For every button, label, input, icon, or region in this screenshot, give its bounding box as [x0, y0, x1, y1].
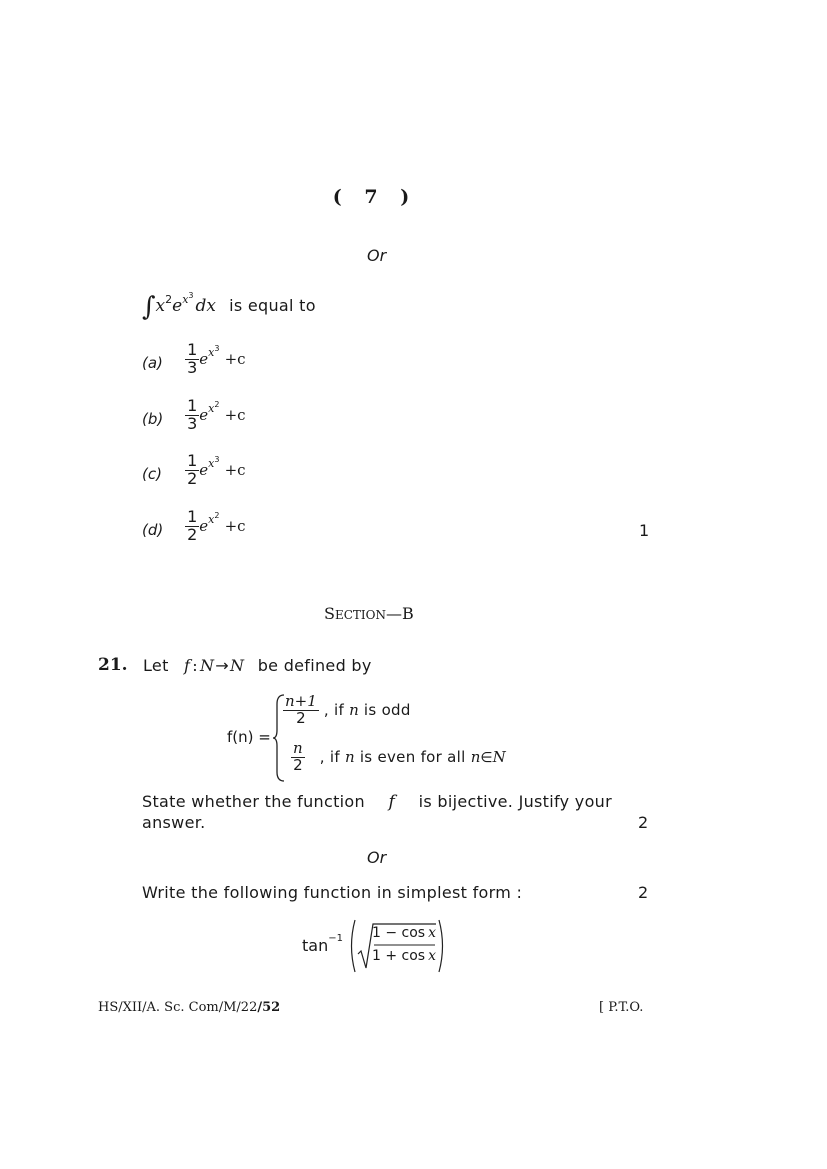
- option-d-fraction: [185, 509, 199, 544]
- option-c-fraction: [185, 453, 199, 488]
- case-2-cond: , if: [319, 747, 340, 766]
- integral-exp-exp: 3: [188, 291, 194, 300]
- footer-code-prefix: HS/XII/A. Sc. Com/M/22: [98, 1000, 258, 1015]
- state-line-1: [142, 792, 612, 812]
- case-1-cond: , if: [323, 700, 345, 719]
- section-b-dash: —B: [386, 604, 414, 623]
- option-d: [142, 509, 246, 544]
- or-label-2: Or: [367, 848, 387, 867]
- q21-colon: :: [192, 656, 198, 675]
- option-d-den: 2: [187, 524, 198, 544]
- case-2-rest: is even for all: [359, 747, 466, 766]
- footer-pto: [ P.T.O.: [599, 1000, 644, 1015]
- option-a-exp-exp: 3: [214, 343, 220, 353]
- state-b: is bijective. Justify your: [418, 792, 612, 811]
- case-2-fraction: [291, 741, 305, 774]
- q21-marks: 2: [638, 813, 649, 832]
- question-21-number: 21.: [98, 655, 128, 675]
- state-a: State whether the function: [142, 792, 365, 811]
- option-d-num: 1: [187, 507, 198, 526]
- option-a-tail: +c: [224, 349, 246, 368]
- alt-marks: 2: [638, 883, 649, 902]
- option-a-den: 3: [187, 357, 198, 377]
- integral-exp1: 2: [165, 293, 173, 306]
- case-1-num: n+1: [285, 692, 317, 710]
- question-21-intro: [143, 656, 372, 675]
- section-b-small: ECTION: [334, 608, 386, 622]
- case-2-num: n: [293, 739, 303, 757]
- section-b-title: [324, 604, 414, 623]
- tan-inverse-expression: [302, 920, 343, 972]
- integral-sign: ∫: [142, 292, 156, 322]
- option-d-label: (d): [142, 520, 164, 539]
- integral-e: e: [172, 296, 183, 316]
- footer-code-suffix: /52: [257, 1000, 281, 1015]
- or-label-1: Or: [367, 246, 387, 265]
- tan-label: tan: [302, 936, 329, 955]
- option-b-exp-exp: 2: [214, 399, 220, 409]
- option-d-tail: +c: [224, 516, 246, 535]
- option-d-e: e: [199, 516, 209, 535]
- alt-question: Write the following function in simplest form :: [142, 883, 523, 902]
- integral-suffix: is equal to: [229, 296, 316, 315]
- tan-exp: −1: [328, 933, 343, 944]
- footer-code: [98, 1000, 280, 1015]
- option-c-label: (c): [142, 464, 162, 483]
- option-c-den: 2: [187, 468, 198, 488]
- q21-func: f: [184, 656, 191, 675]
- case-2-elem: n: [470, 747, 481, 766]
- rad-numerator: [372, 925, 436, 941]
- rad-denominator: [372, 948, 436, 964]
- option-d-exp-exp: 2: [214, 510, 220, 520]
- state-line-2: answer.: [142, 813, 206, 832]
- rad-num-var: x: [428, 925, 437, 941]
- q21-domain: N: [199, 656, 215, 675]
- case-1-var: n: [349, 700, 359, 719]
- case-2-den: 2: [293, 755, 303, 774]
- mcq-question: [142, 288, 316, 324]
- option-c: [142, 453, 246, 488]
- integral-base: x: [155, 296, 166, 316]
- case-1-fraction: [283, 694, 319, 727]
- page-number: ( 7 ): [332, 186, 418, 208]
- case-2-set: N: [492, 747, 506, 766]
- option-a-exp-base: x: [208, 345, 215, 359]
- option-b-exp-base: x: [208, 401, 215, 415]
- option-b: [142, 398, 246, 433]
- integral-dx: dx: [195, 296, 216, 316]
- option-c-exp-exp: 3: [214, 454, 220, 464]
- case-1-rest: is odd: [363, 700, 411, 719]
- option-b-fraction: [185, 398, 199, 433]
- option-a-e: e: [199, 349, 209, 368]
- option-b-den: 3: [187, 413, 198, 433]
- option-a-num: 1: [187, 340, 198, 359]
- option-d-exp-base: x: [208, 512, 215, 526]
- mcq-marks: 1: [639, 521, 650, 540]
- q21-let: Let: [143, 656, 169, 675]
- rad-den-text: 1 + cos: [372, 948, 426, 964]
- case-1-den: 2: [296, 708, 306, 727]
- case-2-var: n: [345, 747, 355, 766]
- option-c-exp-base: x: [208, 456, 215, 470]
- option-b-label: (b): [142, 409, 164, 428]
- fn-lhs: f(n) =: [227, 728, 271, 746]
- integral-exp-base: x: [182, 293, 189, 306]
- rad-num-text: 1 − cos: [372, 925, 426, 941]
- option-c-num: 1: [187, 451, 198, 470]
- rad-den-var: x: [428, 948, 437, 964]
- option-b-num: 1: [187, 396, 198, 415]
- case-1: [283, 694, 411, 727]
- option-c-tail: +c: [224, 460, 246, 479]
- option-a: [142, 342, 246, 377]
- q21-codomain: N: [230, 656, 245, 675]
- q21-arrow: →: [215, 656, 230, 675]
- case-2: [291, 741, 506, 774]
- option-a-fraction: [185, 342, 199, 377]
- option-b-tail: +c: [224, 405, 246, 424]
- case-2-in: ∈: [480, 749, 493, 766]
- option-b-e: e: [199, 405, 209, 424]
- section-b-prefix: S: [324, 604, 335, 623]
- option-a-label: (a): [142, 353, 163, 372]
- option-c-e: e: [199, 460, 209, 479]
- state-f: f: [388, 792, 396, 812]
- q21-rest: be defined by: [257, 656, 372, 675]
